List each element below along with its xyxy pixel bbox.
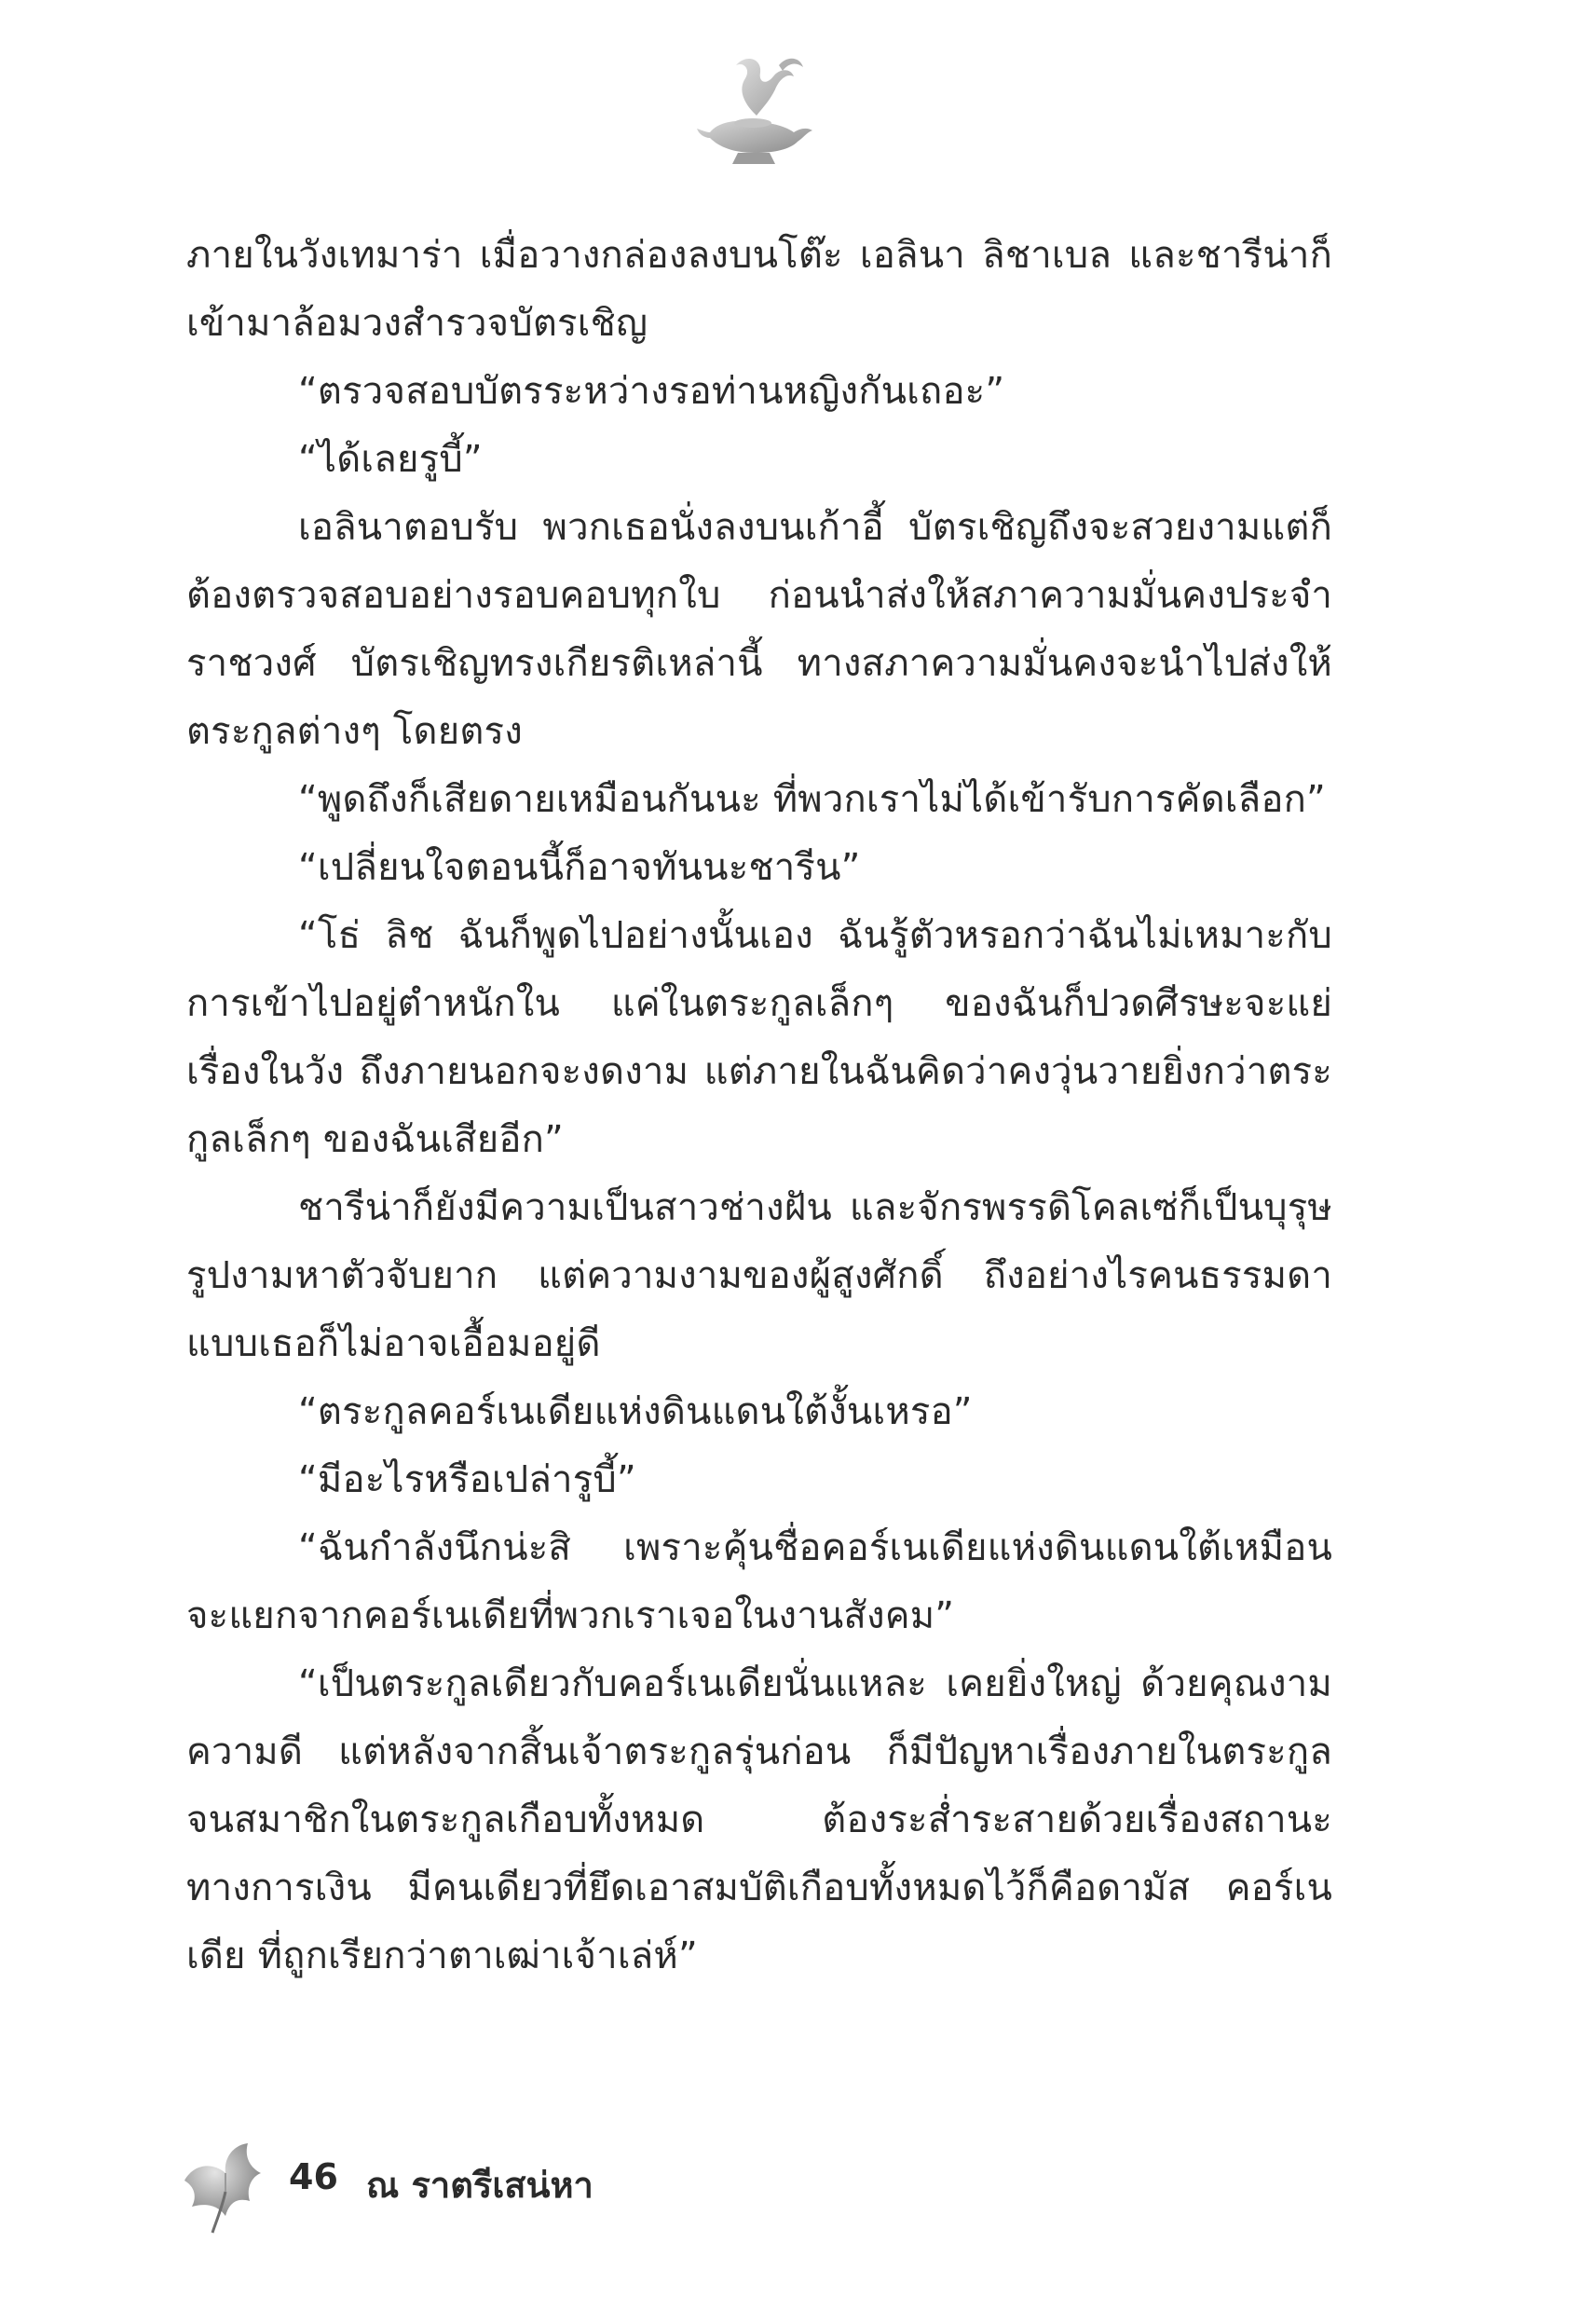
paragraph: “เป็นตระกูลเดียวกับคอร์เนเดียนั่นแหละ เคยยิ่งใหญ่ ด้วยคุณงามความดี แต่หลังจากสิ้นเจ้าตระกูลรุ่นก่อน ก็มีปัญหาเรื่องภายในตระกูลจนสมาชิกในตระกูลเกือบทั้งหมด ต้องระส่ำระสายด้วยเรื่องสถานะทางการเงิน มีคนเดียวที่ยึดเอาสมบัติเกือบทั้งหมดไว้ก็คือดามัส คอร์เนเดีย ที่ถูกเรียกว่าตาเฒ่าเจ้าเล่ห์” xyxy=(186,1662,1332,1977)
paragraph: ภายในวังเทมาร่า เมื่อวางกล่องลงบนโต๊ะ เอลินา ลิชาเบล และชารีน่าก็เข้ามาล้อมวงสำรวจบัตรเชิญ xyxy=(186,234,1332,345)
paragraph: “เปลี่ยนใจตอนนี้ก็อาจทันนะชารีน” xyxy=(298,846,861,889)
page-footer xyxy=(175,2136,921,2238)
body-text xyxy=(186,222,1332,1990)
paragraph: ชารีน่าก็ยังมีความเป็นสาวช่างฝัน และจักรพรรดิโคลเซ่ก็เป็นบุรุษรูปงามหาตัวจับยาก แต่ความงามของผู้สูงศักดิ์ ถึงอย่างไรคนธรรมดาแบบเธอก็ไม่อาจเอื้อมอยู่ดี xyxy=(186,1186,1332,1365)
paragraph: “พูดถึงก็เสียดายเหมือนกันนะ ที่พวกเราไม่ได้เข้ารับการคัดเลือก” xyxy=(298,778,1326,821)
leaf-icon xyxy=(175,2136,278,2238)
paragraph: “ได้เลยรูบี้” xyxy=(298,438,483,481)
genie-lamp-icon xyxy=(689,48,820,170)
paragraph: “ฉันกำลังนึกน่ะสิ เพราะคุ้นชื่อคอร์เนเดียแห่งดินแดนใต้เหมือนจะแยกจากคอร์เนเดียที่พวกเราเจอในงานสังคม” xyxy=(186,1526,1332,1637)
page-number: 46 xyxy=(289,2156,338,2197)
paragraph: “มีอะไรหรือเปล่ารูบี้” xyxy=(298,1458,636,1501)
book-title: ณ ราตรีเสน่หา xyxy=(366,2165,593,2206)
paragraph: “ตระกูลคอร์เนเดียแห่งดินแดนใต้งั้นเหรอ” xyxy=(298,1390,973,1433)
paragraph: เอลินาตอบรับ พวกเธอนั่งลงบนเก้าอี้ บัตรเชิญถึงจะสวยงามแต่ก็ต้องตรวจสอบอย่างรอบคอบทุกใบ ก่อนนำส่งให้สภาความมั่นคงประจำราชวงศ์ บัตรเชิญทรงเกียรติเหล่านี้ ทางสภาความมั่นคงจะนำไปส่งให้ตระกูลต่างๆ โดยตรง xyxy=(186,506,1332,753)
paragraph: “ตรวจสอบบัตรระหว่างรอท่านหญิงกันเถอะ” xyxy=(298,370,1005,413)
paragraph: “โธ่ ลิช ฉันก็พูดไปอย่างนั้นเอง ฉันรู้ตัวหรอกว่าฉันไม่เหมาะกับการเข้าไปอยู่ตำหนักใน แค่ในตระกูลเล็กๆ ของฉันก็ปวดศีรษะจะแย่ เรื่องในวัง ถึงภายนอกจะงดงาม แต่ภายในฉันคิดว่าคงวุ่นวายยิ่งกว่าตระกูลเล็กๆ ของฉันเสียอีก” xyxy=(186,914,1332,1161)
